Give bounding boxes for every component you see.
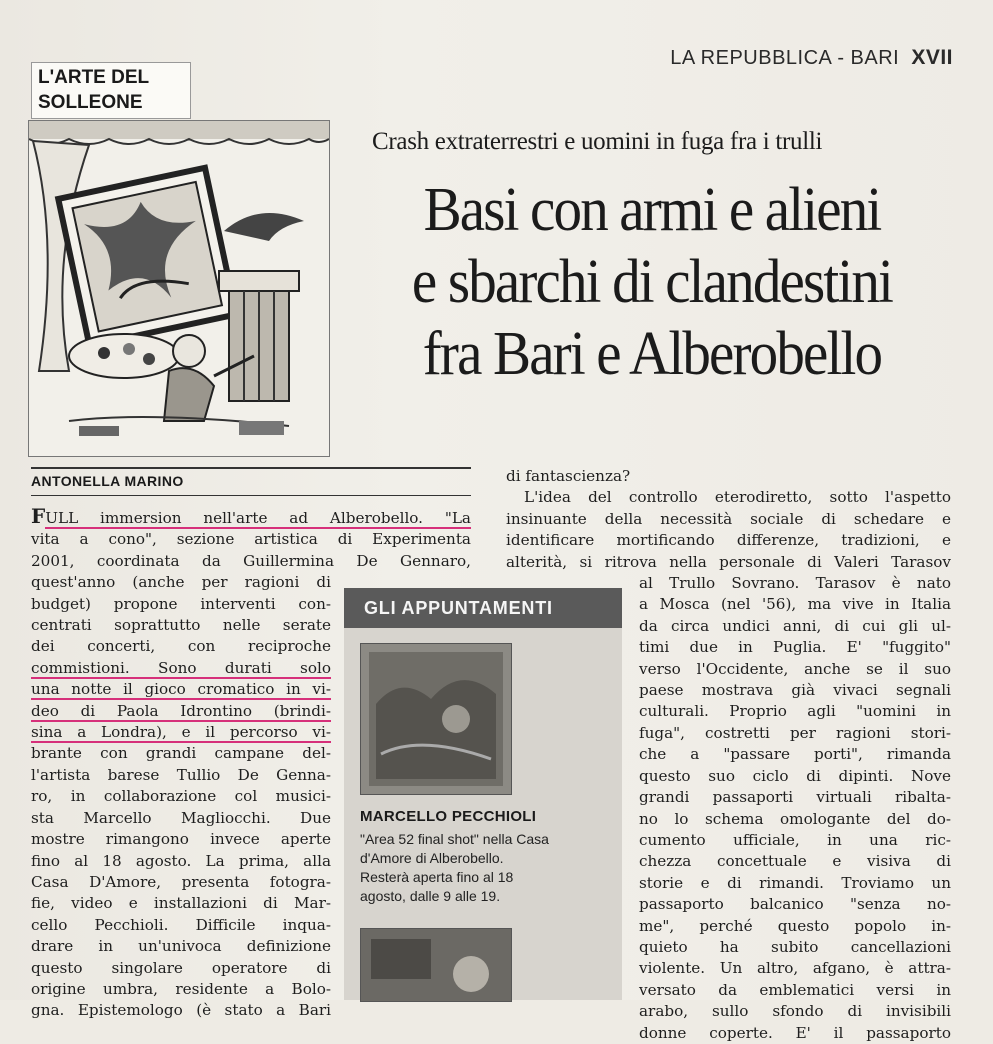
drop-cap: F bbox=[31, 504, 46, 528]
artwork-photo bbox=[360, 643, 512, 795]
text-line: brante con grandi campane del- bbox=[31, 744, 331, 763]
article-headline bbox=[342, 174, 962, 390]
byline-rule-bottom bbox=[31, 495, 471, 496]
text-line: questo suo ciclo di dipinti. Nove bbox=[639, 766, 951, 785]
text-line: donne coperte. E' il passaporto bbox=[639, 1023, 951, 1042]
text-line: ro, in collaborazione col musici- bbox=[31, 787, 331, 806]
text-line: dei concerti, con reciproche bbox=[31, 637, 331, 656]
text-line: versato da emblematici versi in bbox=[639, 980, 951, 999]
text-line: storie e di rimandi. Troviamo un bbox=[639, 873, 951, 892]
artist-portrait-photo bbox=[360, 928, 512, 1002]
painter-drawing-icon bbox=[29, 121, 329, 456]
text-line: paese mostrava già vivaci segnali bbox=[639, 681, 951, 700]
byline: ANTONELLA MARINO bbox=[31, 473, 184, 489]
series-label bbox=[31, 62, 191, 119]
text-line: no lo schema omologante del do- bbox=[639, 809, 951, 828]
text-line: FULL immersion nell'arte ad Alberobello. "La bbox=[31, 504, 471, 528]
text-line: una notte il gioco cromatico in vi- bbox=[31, 680, 331, 699]
page-number: XVII bbox=[911, 46, 953, 69]
text-line: mostre rimangono invece aperte bbox=[31, 830, 331, 849]
text-line: L'idea del controllo eterodiretto, sotto l'aspetto bbox=[524, 488, 951, 507]
artwork-image-icon bbox=[361, 644, 511, 794]
text-line: drare in un'univoca definizione bbox=[31, 937, 331, 956]
text-line: origine umbra, residente a Bolo- bbox=[31, 979, 331, 998]
headline-line-1: Basi con armi e alieni bbox=[423, 176, 881, 244]
text-line: grandi passaporti virtuali ribalta- bbox=[639, 788, 951, 807]
text-line: arabo, sullo sfondo di invisibili bbox=[639, 1002, 951, 1021]
series-line-2: SOLLEONE bbox=[38, 92, 143, 113]
text-line: gna. Epistemologo (è stato a Bari bbox=[31, 1001, 331, 1020]
text-line: sina a Londra), e il percorso vi- bbox=[31, 723, 331, 742]
text-line: Casa D'Amore, presenta fotogra- bbox=[31, 872, 331, 891]
text-line: sta Marcello Magliocchi. Due bbox=[31, 808, 331, 827]
publication-name: LA REPUBBLICA - BARI bbox=[670, 47, 900, 69]
text-line: centrati soprattutto nelle serate bbox=[31, 616, 331, 635]
text-line: alterità, si ritrova nella personale di Valeri Tarasov bbox=[506, 552, 951, 571]
text-line: budget) propone interventi con- bbox=[31, 594, 331, 613]
text-line: quest'anno (anche per ragioni di bbox=[31, 573, 331, 592]
text-line: passaporto balcanico "senza no- bbox=[639, 895, 951, 914]
page-header bbox=[670, 46, 953, 70]
text-line: violente. Un altro, afgano, è attra- bbox=[639, 959, 951, 978]
text-line: verso l'Occidente, anche se il suo bbox=[639, 659, 951, 678]
text-line: a Mosca (nel '56), ma vive in Italia bbox=[639, 595, 951, 614]
cartoon-illustration bbox=[28, 120, 330, 457]
text-line: commistioni. Sono durati solo bbox=[31, 658, 331, 677]
text-line: l'artista barese Tullio De Genna- bbox=[31, 765, 331, 784]
text-line: insinuante della necessità sociale di schedare e bbox=[506, 509, 951, 528]
appointments-heading: GLI APPUNTAMENTI bbox=[344, 588, 622, 628]
text-line: vita a cono", sezione artistica di Experimenta bbox=[31, 530, 471, 549]
article-kicker: Crash extraterrestri e uomini in fuga fra i trulli bbox=[372, 128, 823, 155]
text-line: culturali. Proprio agli "uomini in bbox=[639, 702, 951, 721]
text-line: 2001, coordinata da Guillermina De Gennaro, bbox=[31, 551, 471, 570]
text-line: identificare mortificando differenze, tradizioni, e bbox=[506, 531, 951, 550]
text-line: da circa undici anni, di cui gli ul- bbox=[639, 616, 951, 635]
text-line: cumento ufficiale, in una ric- bbox=[639, 830, 951, 849]
text-line: me", perché questo popolo in- bbox=[639, 916, 951, 935]
text-line: deo di Paola Idrontino (brindi- bbox=[31, 701, 331, 720]
text-line: fie, video e installazioni di Mar- bbox=[31, 894, 331, 913]
text-line: timi due in Puglia. E' "fuggito" bbox=[639, 638, 951, 657]
byline-rule bbox=[31, 467, 471, 469]
headline-line-3: fra Bari e Alberobello bbox=[422, 320, 882, 388]
text-line: al Trullo Sovrano. Tarasov è nato bbox=[639, 574, 951, 593]
series-line-1: L'ARTE DEL bbox=[38, 67, 150, 88]
appointment-details: "Area 52 final shot" nella Casa d'Amore di Alberobello. Resterà aperta fino al 18 agosto, dalle 9 alle 19. bbox=[360, 831, 549, 904]
text-line: cello Pecchioli. Difficile inqua- bbox=[31, 915, 331, 934]
article-column-3 bbox=[506, 466, 951, 1044]
text-line: quieto ha subito cancellazioni bbox=[639, 937, 951, 956]
headline-line-2: e sbarchi di clandestini bbox=[411, 248, 893, 316]
text-line: che a "passare porti", rimanda bbox=[639, 745, 951, 764]
text-line: di fantascienza? bbox=[506, 467, 631, 485]
text-line: chezza concettuale e visiva di bbox=[639, 852, 951, 871]
portrait-image-icon bbox=[361, 929, 511, 1001]
text-line: questo singolare operatore di bbox=[31, 958, 331, 977]
appointment-artist-name: MARCELLO PECCHIOLI bbox=[360, 808, 537, 825]
text-line: fino al 18 agosto. La prima, alla bbox=[31, 851, 331, 870]
text-line: fuga", costretti per ragioni stori- bbox=[639, 723, 951, 742]
